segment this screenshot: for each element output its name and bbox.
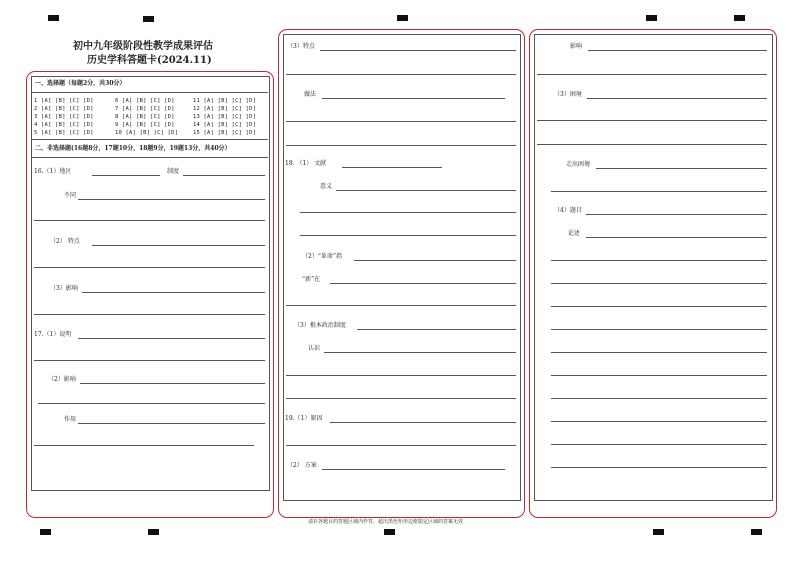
answer-line[interactable] (586, 237, 767, 238)
answer-line[interactable] (34, 267, 265, 268)
choice-row[interactable]: 7 [A] [B] [C] [D] (115, 106, 175, 112)
answer-line[interactable] (286, 445, 516, 446)
choice-row[interactable]: 12 [A] [B] [C] [D] (193, 106, 257, 112)
timing-mark (384, 529, 395, 535)
answer-line[interactable] (322, 98, 505, 99)
q16-p2-label: （2） 特点 (50, 238, 80, 245)
q17-p2-label: （2）影响 (48, 376, 76, 383)
choice-row[interactable]: 4 [A] [B] [C] [D] (34, 122, 94, 128)
zuofa-label: 做法 (304, 91, 317, 98)
timu-label: （4）题目 (554, 207, 582, 214)
answer-line[interactable] (551, 467, 767, 468)
answer-line[interactable] (357, 329, 516, 330)
answer-line[interactable] (286, 398, 516, 399)
answer-line[interactable] (537, 144, 767, 145)
choice-row[interactable]: 3 [A] [B] [C] [D] (34, 114, 94, 120)
page-subtitle: 历史学科答题卡(2024.11) (87, 55, 212, 66)
answer-line[interactable] (286, 74, 516, 75)
answer-line[interactable] (551, 421, 767, 422)
page-title: 初中九年级阶段性教学成果评估 (73, 41, 213, 52)
answer-line[interactable] (551, 191, 767, 192)
renshi-label: 认识 (308, 345, 321, 352)
answer-line[interactable] (82, 292, 265, 293)
answer-line[interactable] (588, 50, 767, 51)
yingxiang-label: 影响 (570, 43, 583, 50)
q18-label: 18. （1） 文献 (285, 160, 327, 167)
footer-note: 请在各题目的答题区域内作答，超出黑色矩形边框限定区域的答案无效 (308, 519, 464, 525)
choice-row[interactable]: 11 [A] [B] [C] [D] (193, 98, 257, 104)
section-1-heading: 一、选择题（每题2分，共30分） (35, 80, 126, 87)
answer-line[interactable] (354, 260, 516, 261)
choice-row[interactable]: 15 [A] [B] [C] [D] (193, 130, 257, 136)
q17-label: 17.（1）说明 (34, 331, 72, 338)
answer-line[interactable] (551, 398, 767, 399)
answer-line[interactable] (551, 283, 767, 284)
choice-row[interactable]: 2 [A] [B] [C] [D] (34, 106, 94, 112)
answer-line[interactable] (38, 403, 265, 404)
choice-row[interactable]: 1 [A] [B] [C] [D] (34, 98, 94, 104)
choice-row[interactable]: 14 [A] [B] [C] [D] (193, 122, 257, 128)
timing-mark (751, 529, 762, 535)
q16-butong-label: 不同 (64, 192, 77, 199)
answer-line[interactable] (330, 283, 516, 284)
answer-area-3 (534, 34, 773, 501)
timing-mark (48, 15, 59, 21)
answer-line[interactable] (551, 444, 767, 445)
answer-line[interactable] (92, 245, 265, 246)
answer-line[interactable] (551, 260, 767, 261)
divider (31, 157, 268, 158)
q19-label: 19.（1）原因 (285, 415, 323, 422)
q17-zuoyong-label: 作用 (64, 416, 77, 423)
yiyi-label: 意义 (320, 183, 333, 190)
choice-row[interactable]: 6 [A] [B] [C] [D] (115, 98, 175, 104)
answer-line[interactable] (34, 220, 265, 221)
geming-label: （2）“革命”指 (302, 253, 342, 260)
answer-line[interactable] (330, 422, 516, 423)
divider (31, 92, 268, 93)
answer-line[interactable] (596, 168, 767, 169)
answer-line[interactable] (34, 314, 265, 315)
answer-line[interactable] (587, 98, 767, 99)
kunjing-label: （3）困境 (554, 91, 582, 98)
timing-mark (40, 529, 51, 535)
timing-mark (148, 529, 159, 535)
choice-row[interactable]: 10 [A] [B] [C] [D] (115, 130, 179, 136)
answer-line[interactable] (286, 375, 516, 376)
answer-line[interactable] (80, 383, 265, 384)
answer-line[interactable] (286, 305, 516, 306)
choice-row[interactable]: 8 [A] [B] [C] [D] (115, 114, 175, 120)
q16-zhidu-label: 制度 (167, 168, 180, 175)
q16-p3-label: （3）影响 (50, 285, 78, 292)
answer-line[interactable] (537, 74, 767, 75)
lunshu-label: 论述 (568, 230, 581, 237)
answer-line[interactable] (537, 120, 767, 121)
answer-line[interactable] (78, 338, 265, 339)
answer-line[interactable] (300, 235, 516, 236)
answer-line[interactable] (551, 329, 767, 330)
choice-row[interactable]: 5 [A] [B] [C] [D] (34, 130, 94, 136)
q16-label: 16.（1）地区 (34, 168, 72, 175)
answer-line[interactable] (586, 214, 767, 215)
timing-mark (653, 529, 664, 535)
answer-line[interactable] (324, 352, 516, 353)
answer-line[interactable] (78, 199, 265, 200)
q15-tedian-label: （3）特点 (287, 43, 315, 50)
timing-mark (397, 15, 408, 21)
xin-label: “新”在 (302, 276, 321, 283)
zouchu-label: 走出困境 (566, 161, 591, 168)
choice-row[interactable]: 13 [A] [B] [C] [D] (193, 114, 257, 120)
answer-line[interactable] (34, 360, 265, 361)
answer-line[interactable] (34, 445, 254, 446)
answer-line[interactable] (92, 175, 160, 176)
choice-row[interactable]: 9 [A] [B] [C] [D] (115, 122, 175, 128)
answer-line[interactable] (551, 306, 767, 307)
timing-mark (143, 16, 154, 22)
answer-line[interactable] (342, 167, 442, 168)
answer-line[interactable] (336, 190, 516, 191)
fangan-label: （2） 方案 (287, 462, 317, 469)
answer-line[interactable] (183, 175, 265, 176)
answer-line[interactable] (300, 212, 516, 213)
answer-line[interactable] (551, 375, 767, 376)
section-2-heading: 二、非选择题(16题8分，17题10分，18题9分，19题13分，共40分） (35, 145, 231, 152)
genben-label: （3）根本政治制度 (294, 322, 346, 329)
answer-line[interactable] (286, 121, 516, 122)
answer-line[interactable] (551, 352, 767, 353)
answer-line[interactable] (78, 423, 265, 424)
timing-mark (734, 15, 745, 21)
timing-mark (646, 15, 657, 21)
answer-area-2 (283, 34, 521, 501)
answer-line[interactable] (320, 50, 516, 51)
answer-line[interactable] (286, 145, 516, 146)
divider (31, 139, 268, 140)
answer-line[interactable] (322, 469, 505, 470)
